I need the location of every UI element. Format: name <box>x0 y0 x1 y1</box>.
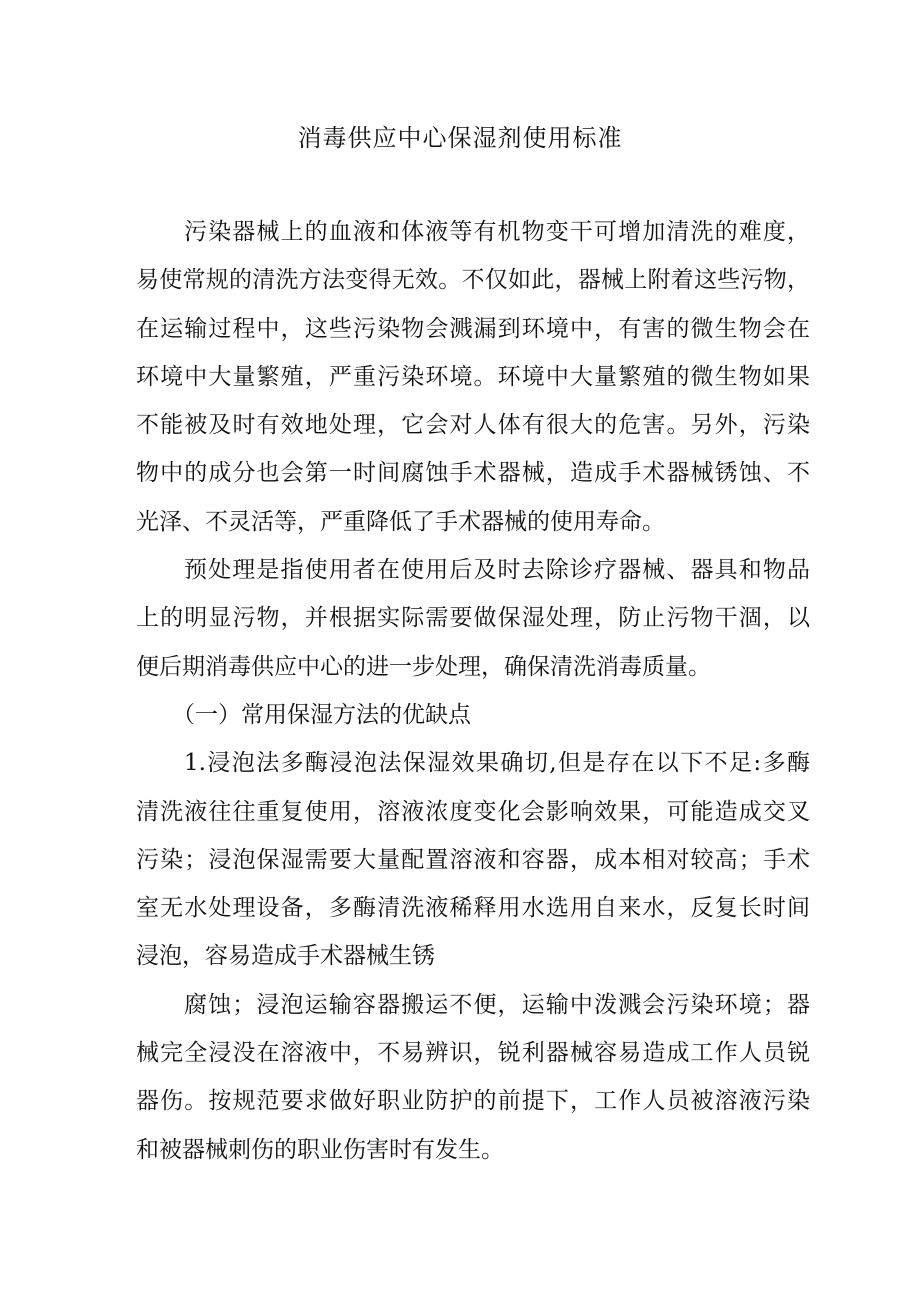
text-line: 不能被及时有效地处理，它会对人体有很大的危害。另外，污染 <box>136 412 810 439</box>
text-line: 械完全浸没在溶液中，不易辨识，锐利器械容易造成工作人员锐 <box>136 1040 810 1067</box>
heading-text: （一）常用保湿方法的优缺点 <box>172 701 471 728</box>
text-line: 便后期消毒供应中心的进一步处理，确保清洗消毒质量。 <box>136 653 711 680</box>
paragraph-pretreatment <box>136 546 810 691</box>
text-line: 光泽、不灵活等，严重降低了手术器械的使用寿命。 <box>136 508 665 535</box>
paragraph-soaking-method <box>136 739 810 980</box>
document-title: 消毒供应中心保湿剂使用标准 <box>297 124 623 152</box>
text-line: 和被器械刺伤的职业伤害时有发生。 <box>136 1136 504 1163</box>
section-heading <box>136 691 810 739</box>
text-line: 器伤。按规范要求做好职业防护的前提下，工作人员被溶液污染 <box>136 1088 810 1115</box>
text-line: 1.浸泡法多酶浸泡法保湿效果确切,但是存在以下不足:多酶 <box>184 750 810 777</box>
text-line: 上的明显污物，并根据实际需要做保湿处理，防止污物干涸，以 <box>136 605 810 632</box>
text-line: 预处理是指使用者在使用后及时去除诊疗器械、器具和物品 <box>184 557 810 584</box>
text-line: 污染；浸泡保湿需要大量配置溶液和容器，成本相对较高；手术 <box>136 846 810 873</box>
paragraph-corrosion <box>136 981 810 1174</box>
text-line: 易使常规的清洗方法变得无效。不仅如此，器械上附着这些污物， <box>136 267 810 294</box>
document-body <box>136 208 810 1174</box>
text-line: 物中的成分也会第一时间腐蚀手术器械，造成手术器械锈蚀、不 <box>136 460 810 487</box>
text-line: 浸泡，容易造成手术器械生锈 <box>136 943 435 970</box>
text-line: 腐蚀；浸泡运输容器搬运不便，运输中泼溅会污染环境；器 <box>184 991 810 1018</box>
text-line: 在运输过程中，这些污染物会溅漏到环境中，有害的微生物会在 <box>136 315 810 342</box>
text-line: 室无水处理设备，多酶清洗液稀释用水选用自来水，反复长时间 <box>136 895 810 922</box>
text-line: 环境中大量繁殖，严重污染环境。环境中大量繁殖的微生物如果 <box>136 363 810 390</box>
paragraph-contamination <box>136 208 810 546</box>
text-line: 清洗液往往重复使用，溶液浓度变化会影响效果，可能造成交叉 <box>136 798 810 825</box>
text-line: 污染器械上的血液和体液等有机物变干可增加清洗的难度， <box>184 219 810 245</box>
